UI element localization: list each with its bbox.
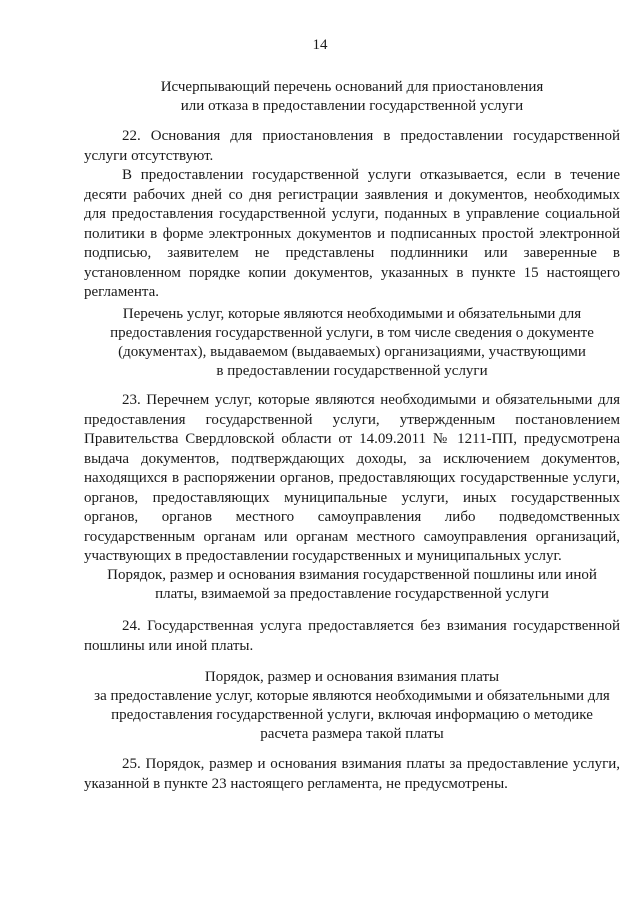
heading-line: за предоставление услуг, которые являются необходимыми и обязательными для: [94, 688, 610, 704]
section-heading-fee-procedure: [84, 668, 620, 744]
heading-line: или отказа в предоставлении государственной услуги: [180, 98, 524, 114]
heading-line: Перечень услуг, которые являются необходимыми и обязательными для: [122, 306, 582, 322]
paragraph-23: [84, 391, 620, 567]
heading-line: предоставления государственной услуги, включая информацию о методике: [111, 707, 593, 723]
paragraph-25-text: 25. Порядок, размер и основания взимания платы за предоставление услуги, указанной в пункте 23 настоящего регламента, не предусмотрены.: [84, 756, 620, 792]
heading-line: платы, взимаемой за предоставление государственной услуги: [155, 586, 549, 602]
paragraph-23-text: 23. Перечнем услуг, которые являются необходимыми и обязательными для предоставления государственной услуги, утвержденным постановлением Правительства Свердловской области от 14.09.2011 № 1211-ПП, предусмотрена выдача документов, подтверждающих доходы, за исключением документов, находящихся в распоряжении органов, предоставляющих государственные услуги, органов, предоставляющих муниципальные услуги, иных государственных органов, органов местного самоуправления либо подведомственных государственным органам или органам местного самоуправления организаций, участвующих в предоставлении государственных и муниципальных услуг.: [84, 392, 620, 564]
heading-line: расчета размера такой платы: [260, 726, 444, 742]
paragraph-22-text: 22. Основания для приостановления в предоставлении государственной услуги отсутствуют.: [84, 128, 620, 164]
heading-line: в предоставлении государственной услуги: [216, 363, 488, 379]
paragraph-24-text: 24. Государственная услуга предоставляется без взимания государственной пошлины или иной платы.: [84, 618, 620, 654]
heading-line: (документах), выдаваемом (выдаваемых) организациями, участвующими: [118, 344, 586, 360]
section-heading-state-duty: [84, 566, 620, 604]
paragraph-22: [84, 127, 620, 166]
paragraph-22-refusal: [84, 166, 620, 303]
page-number: 14: [312, 37, 328, 53]
section-heading-suspension: [84, 78, 620, 116]
heading-line: Исчерпывающий перечень оснований для приостановления: [160, 79, 544, 95]
section-heading-required-services: [84, 305, 620, 381]
heading-line: предоставления государственной услуги, в том числе сведения о документе: [110, 325, 594, 341]
paragraph-24: [84, 617, 620, 656]
heading-line: Порядок, размер и основания взимания государственной пошлины или иной: [107, 567, 597, 583]
heading-line: Порядок, размер и основания взимания платы: [204, 669, 500, 685]
paragraph-22-refusal-text: В предоставлении государственной услуги отказывается, если в течение десяти рабочих дней со дня регистрации заявления и документов, необходимых для предоставления государственной услуги, поданных в управление социальной политики в форме электронных документов и подписанных простой электронной подписью, заявителем не представлены подлинники или заверенные в установленном порядке копии документов, указанных в пункте 15 настоящего регламента.: [84, 167, 620, 300]
paragraph-25: [84, 755, 620, 794]
